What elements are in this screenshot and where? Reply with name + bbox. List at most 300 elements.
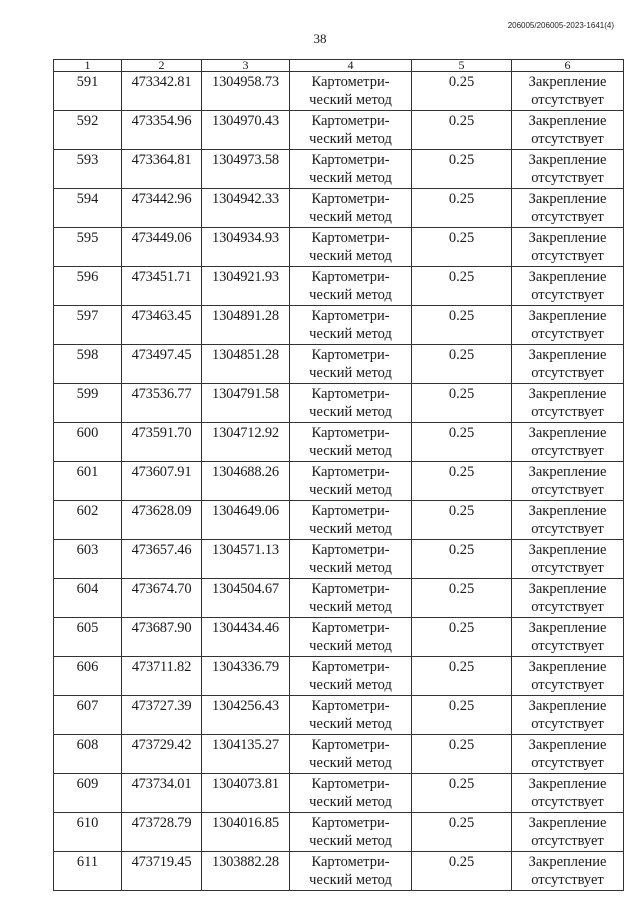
precision-cell — [412, 345, 512, 384]
cell-text: 0.25 — [448, 464, 475, 480]
cell-text: 592 — [76, 113, 99, 129]
cell-text: Закрепление — [528, 659, 607, 675]
fixing-cell — [512, 267, 624, 306]
coordinate-x-cell — [122, 384, 202, 423]
cell-text: 1304934.93 — [212, 230, 279, 246]
cell-text: 601 — [76, 464, 99, 480]
cell-text: 0.25 — [448, 74, 475, 90]
cell-text: Закрепление — [528, 308, 607, 324]
cell-text: 602 — [76, 503, 99, 519]
method-cell — [290, 462, 412, 501]
cell-text: 0.25 — [448, 230, 475, 246]
cell-text: 1304256.43 — [212, 698, 279, 714]
point-number-cell — [54, 462, 122, 501]
cell-text: ческий метод — [309, 209, 392, 225]
cell-text: Закрепление — [528, 152, 607, 168]
column-header: 3 — [202, 60, 290, 72]
cell-text: 473442.96 — [131, 191, 192, 207]
point-number-cell — [54, 696, 122, 735]
cell-text: 0.25 — [448, 581, 475, 597]
point-number-cell — [54, 189, 122, 228]
cell-text: отсутствует — [531, 638, 604, 654]
cell-text: Закрепление — [528, 347, 607, 363]
table-row — [54, 72, 624, 111]
coordinate-y-cell — [202, 267, 290, 306]
table-row — [54, 189, 624, 228]
cell-text: Закрепление — [528, 503, 607, 519]
coordinate-y-cell — [202, 306, 290, 345]
coordinate-y-cell — [202, 189, 290, 228]
coordinate-y-cell — [202, 72, 290, 111]
cell-text: 0.25 — [448, 659, 475, 675]
table-row — [54, 501, 624, 540]
cell-text: ческий метод — [309, 755, 392, 771]
precision-cell — [412, 306, 512, 345]
cell-text: отсутствует — [531, 677, 604, 693]
cell-text: Картометри- — [311, 425, 390, 441]
cell-text: Картометри- — [311, 815, 390, 831]
cell-text: 1304434.46 — [212, 620, 279, 636]
cell-text: 1304891.28 — [212, 308, 279, 324]
cell-text: Закрепление — [528, 113, 607, 129]
method-cell — [290, 384, 412, 423]
cell-text: 1304336.79 — [212, 659, 279, 675]
cell-text: Закрепление — [528, 74, 607, 90]
cell-text: 599 — [76, 386, 99, 402]
coordinate-y-cell — [202, 657, 290, 696]
coordinate-x-cell — [122, 735, 202, 774]
cell-text: отсутствует — [531, 248, 604, 264]
cell-text: отсутствует — [531, 755, 604, 771]
cell-text: ческий метод — [309, 716, 392, 732]
table-header — [54, 60, 624, 72]
cell-text: отсутствует — [531, 287, 604, 303]
cell-text: Картометри- — [311, 347, 390, 363]
cell-text: ческий метод — [309, 638, 392, 654]
cell-text: 473354.96 — [131, 113, 192, 129]
cell-text: Закрепление — [528, 191, 607, 207]
cell-text: Закрепление — [528, 269, 607, 285]
coordinate-x-cell — [122, 540, 202, 579]
fixing-cell — [512, 306, 624, 345]
cell-text: Закрепление — [528, 698, 607, 714]
cell-text: 610 — [76, 815, 99, 831]
cell-text: 473536.77 — [131, 386, 192, 402]
cell-text: 1304712.92 — [212, 425, 279, 441]
method-cell — [290, 618, 412, 657]
table-row — [54, 384, 624, 423]
table-row — [54, 306, 624, 345]
cell-text: отсутствует — [531, 443, 604, 459]
cell-text: 606 — [76, 659, 99, 675]
cell-text: ческий метод — [309, 599, 392, 615]
cell-text: Картометри- — [311, 230, 390, 246]
precision-cell — [412, 111, 512, 150]
cell-text: Картометри- — [311, 269, 390, 285]
cell-text: отсутствует — [531, 716, 604, 732]
cell-text: Закрепление — [528, 386, 607, 402]
cell-text: отсутствует — [531, 404, 604, 420]
cell-text: 603 — [76, 542, 99, 558]
point-number-cell — [54, 72, 122, 111]
cell-text: 595 — [76, 230, 99, 246]
cell-text: Картометри- — [311, 308, 390, 324]
cell-text: 473674.70 — [131, 581, 192, 597]
fixing-cell — [512, 72, 624, 111]
fixing-cell — [512, 735, 624, 774]
method-cell — [290, 852, 412, 891]
cell-text: Закрепление — [528, 464, 607, 480]
cell-text: ческий метод — [309, 560, 392, 576]
fixing-cell — [512, 384, 624, 423]
cell-text: 598 — [76, 347, 99, 363]
document-id: 206005/206005-2023-1641(4) — [507, 21, 614, 30]
cell-text: ческий метод — [309, 248, 392, 264]
cell-text: Картометри- — [311, 854, 390, 870]
cell-text: ческий метод — [309, 521, 392, 537]
method-cell — [290, 813, 412, 852]
precision-cell — [412, 696, 512, 735]
cell-text: 0.25 — [448, 308, 475, 324]
cell-text: ческий метод — [309, 872, 392, 888]
method-cell — [290, 774, 412, 813]
coordinate-y-cell — [202, 501, 290, 540]
cell-text: 605 — [76, 620, 99, 636]
cell-text: 0.25 — [448, 347, 475, 363]
cell-text: Картометри- — [311, 659, 390, 675]
coordinate-x-cell — [122, 618, 202, 657]
cell-text: 0.25 — [448, 191, 475, 207]
cell-text: 1304970.43 — [212, 113, 279, 129]
fixing-cell — [512, 423, 624, 462]
cell-text: 473734.01 — [131, 776, 192, 792]
cell-text: 0.25 — [448, 386, 475, 402]
cell-text: 473728.79 — [131, 815, 192, 831]
method-cell — [290, 228, 412, 267]
cell-text: 1304942.33 — [212, 191, 279, 207]
coordinate-x-cell — [122, 501, 202, 540]
cell-text: отсутствует — [531, 92, 604, 108]
coordinate-x-cell — [122, 189, 202, 228]
cell-text: отсутствует — [531, 560, 604, 576]
method-cell — [290, 501, 412, 540]
precision-cell — [412, 657, 512, 696]
fixing-cell — [512, 813, 624, 852]
cell-text: Закрепление — [528, 854, 607, 870]
point-number-cell — [54, 852, 122, 891]
cell-text: отсутствует — [531, 872, 604, 888]
coordinate-x-cell — [122, 228, 202, 267]
fixing-cell — [512, 852, 624, 891]
precision-cell — [412, 540, 512, 579]
point-number-cell — [54, 735, 122, 774]
precision-cell — [412, 735, 512, 774]
coordinate-y-cell — [202, 345, 290, 384]
cell-text: 473727.39 — [131, 698, 192, 714]
coordinate-x-cell — [122, 306, 202, 345]
cell-text: 0.25 — [448, 152, 475, 168]
cell-text: ческий метод — [309, 170, 392, 186]
method-cell — [290, 735, 412, 774]
column-header: 4 — [290, 60, 412, 72]
coordinate-x-cell — [122, 345, 202, 384]
cell-text: отсутствует — [531, 794, 604, 810]
table-row — [54, 813, 624, 852]
cell-text: 473451.71 — [131, 269, 192, 285]
cell-text: Картометри- — [311, 737, 390, 753]
cell-text: 1304016.85 — [212, 815, 279, 831]
cell-text: 1304571.13 — [212, 542, 279, 558]
table-row — [54, 579, 624, 618]
cell-text: отсутствует — [531, 326, 604, 342]
cell-text: ческий метод — [309, 404, 392, 420]
cell-text: 473463.45 — [131, 308, 192, 324]
cell-text: отсутствует — [531, 209, 604, 225]
cell-text: Закрепление — [528, 620, 607, 636]
cell-text: Картометри- — [311, 503, 390, 519]
cell-text: 608 — [76, 737, 99, 753]
column-header: 2 — [122, 60, 202, 72]
precision-cell — [412, 618, 512, 657]
coordinate-y-cell — [202, 111, 290, 150]
cell-text: 473449.06 — [131, 230, 192, 246]
cell-text: 600 — [76, 425, 99, 441]
coordinate-y-cell — [202, 618, 290, 657]
method-cell — [290, 306, 412, 345]
coordinate-x-cell — [122, 813, 202, 852]
table-body — [54, 72, 624, 891]
coordinate-x-cell — [122, 72, 202, 111]
cell-text: Закрепление — [528, 230, 607, 246]
precision-cell — [412, 423, 512, 462]
coordinate-x-cell — [122, 150, 202, 189]
cell-text: 594 — [76, 191, 99, 207]
coordinate-x-cell — [122, 696, 202, 735]
cell-text: 473497.45 — [131, 347, 192, 363]
fixing-cell — [512, 462, 624, 501]
table-row — [54, 150, 624, 189]
precision-cell — [412, 72, 512, 111]
fixing-cell — [512, 657, 624, 696]
coordinate-y-cell — [202, 462, 290, 501]
fixing-cell — [512, 618, 624, 657]
cell-text: Картометри- — [311, 698, 390, 714]
cell-text: 0.25 — [448, 113, 475, 129]
method-cell — [290, 345, 412, 384]
method-cell — [290, 696, 412, 735]
header-row — [54, 60, 624, 72]
cell-text: 1304073.81 — [212, 776, 279, 792]
column-header: 6 — [512, 60, 624, 72]
table-row — [54, 228, 624, 267]
point-number-cell — [54, 774, 122, 813]
table-row — [54, 852, 624, 891]
point-number-cell — [54, 540, 122, 579]
point-number-cell — [54, 501, 122, 540]
cell-text: Картометри- — [311, 620, 390, 636]
cell-text: ческий метод — [309, 443, 392, 459]
cell-text: Закрепление — [528, 425, 607, 441]
cell-text: 0.25 — [448, 776, 475, 792]
cell-text: 1304504.67 — [212, 581, 279, 597]
cell-text: ческий метод — [309, 482, 392, 498]
coordinate-y-cell — [202, 150, 290, 189]
cell-text: 1304973.58 — [212, 152, 279, 168]
cell-text: 473342.81 — [131, 74, 192, 90]
fixing-cell — [512, 345, 624, 384]
coordinate-x-cell — [122, 579, 202, 618]
table-row — [54, 618, 624, 657]
cell-text: 0.25 — [448, 854, 475, 870]
cell-text: Закрепление — [528, 542, 607, 558]
cell-text: 473364.81 — [131, 152, 192, 168]
point-number-cell — [54, 306, 122, 345]
cell-text: Картометри- — [311, 191, 390, 207]
cell-text: 473591.70 — [131, 425, 192, 441]
cell-text: 591 — [76, 74, 99, 90]
point-number-cell — [54, 228, 122, 267]
fixing-cell — [512, 111, 624, 150]
table-row — [54, 111, 624, 150]
cell-text: 593 — [76, 152, 99, 168]
precision-cell — [412, 189, 512, 228]
coordinate-y-cell — [202, 579, 290, 618]
coordinate-y-cell — [202, 813, 290, 852]
cell-text: Картометри- — [311, 152, 390, 168]
point-number-cell — [54, 384, 122, 423]
method-cell — [290, 540, 412, 579]
coordinates-table — [53, 59, 624, 891]
cell-text: Картометри- — [311, 542, 390, 558]
cell-text: Картометри- — [311, 74, 390, 90]
table-row — [54, 345, 624, 384]
cell-text: ческий метод — [309, 92, 392, 108]
cell-text: ческий метод — [309, 131, 392, 147]
cell-text: 473657.46 — [131, 542, 192, 558]
coordinate-y-cell — [202, 228, 290, 267]
cell-text: 0.25 — [448, 620, 475, 636]
point-number-cell — [54, 813, 122, 852]
cell-text: Закрепление — [528, 815, 607, 831]
precision-cell — [412, 384, 512, 423]
cell-text: 1304851.28 — [212, 347, 279, 363]
precision-cell — [412, 150, 512, 189]
cell-text: Закрепление — [528, 737, 607, 753]
fixing-cell — [512, 540, 624, 579]
cell-text: 1304135.27 — [212, 737, 279, 753]
method-cell — [290, 423, 412, 462]
method-cell — [290, 72, 412, 111]
fixing-cell — [512, 774, 624, 813]
cell-text: 1303882.28 — [212, 854, 279, 870]
cell-text: ческий метод — [309, 287, 392, 303]
coordinate-y-cell — [202, 696, 290, 735]
point-number-cell — [54, 579, 122, 618]
cell-text: ческий метод — [309, 833, 392, 849]
fixing-cell — [512, 228, 624, 267]
cell-text: 473687.90 — [131, 620, 192, 636]
table-row — [54, 735, 624, 774]
precision-cell — [412, 462, 512, 501]
coordinate-x-cell — [122, 657, 202, 696]
cell-text: 604 — [76, 581, 99, 597]
cell-text: 473719.45 — [131, 854, 192, 870]
cell-text: 0.25 — [448, 269, 475, 285]
precision-cell — [412, 228, 512, 267]
cell-text: 0.25 — [448, 503, 475, 519]
method-cell — [290, 111, 412, 150]
method-cell — [290, 267, 412, 306]
point-number-cell — [54, 150, 122, 189]
point-number-cell — [54, 345, 122, 384]
precision-cell — [412, 774, 512, 813]
precision-cell — [412, 813, 512, 852]
cell-text: 609 — [76, 776, 99, 792]
cell-text: 0.25 — [448, 815, 475, 831]
cell-text: ческий метод — [309, 365, 392, 381]
cell-text: отсутствует — [531, 521, 604, 537]
cell-text: 1304921.93 — [212, 269, 279, 285]
cell-text: Закрепление — [528, 581, 607, 597]
precision-cell — [412, 501, 512, 540]
point-number-cell — [54, 111, 122, 150]
coordinate-y-cell — [202, 384, 290, 423]
table-row — [54, 462, 624, 501]
method-cell — [290, 150, 412, 189]
cell-text: 607 — [76, 698, 99, 714]
coordinate-x-cell — [122, 774, 202, 813]
coordinate-x-cell — [122, 423, 202, 462]
cell-text: 0.25 — [448, 425, 475, 441]
cell-text: 1304688.26 — [212, 464, 279, 480]
coordinate-x-cell — [122, 111, 202, 150]
point-number-cell — [54, 423, 122, 462]
coordinate-y-cell — [202, 540, 290, 579]
precision-cell — [412, 579, 512, 618]
cell-text: 611 — [76, 854, 99, 870]
cell-text: Картометри- — [311, 386, 390, 402]
coordinate-y-cell — [202, 423, 290, 462]
cell-text: ческий метод — [309, 677, 392, 693]
cell-text: 473711.82 — [131, 659, 192, 675]
cell-text: 0.25 — [448, 542, 475, 558]
cell-text: отсутствует — [531, 833, 604, 849]
point-number-cell — [54, 657, 122, 696]
cell-text: 1304958.73 — [212, 74, 279, 90]
column-header: 5 — [412, 60, 512, 72]
table-row — [54, 423, 624, 462]
cell-text: Картометри- — [311, 464, 390, 480]
cell-text: 597 — [76, 308, 99, 324]
fixing-cell — [512, 150, 624, 189]
cell-text: 473729.42 — [131, 737, 192, 753]
fixing-cell — [512, 696, 624, 735]
cell-text: ческий метод — [309, 326, 392, 342]
column-header: 1 — [54, 60, 122, 72]
cell-text: Картометри- — [311, 581, 390, 597]
cell-text: 0.25 — [448, 737, 475, 753]
fixing-cell — [512, 501, 624, 540]
method-cell — [290, 657, 412, 696]
table-row — [54, 657, 624, 696]
coordinate-y-cell — [202, 735, 290, 774]
precision-cell — [412, 852, 512, 891]
cell-text: 596 — [76, 269, 99, 285]
coordinate-x-cell — [122, 462, 202, 501]
coordinate-y-cell — [202, 852, 290, 891]
cell-text: Закрепление — [528, 776, 607, 792]
cell-text: отсутствует — [531, 170, 604, 186]
